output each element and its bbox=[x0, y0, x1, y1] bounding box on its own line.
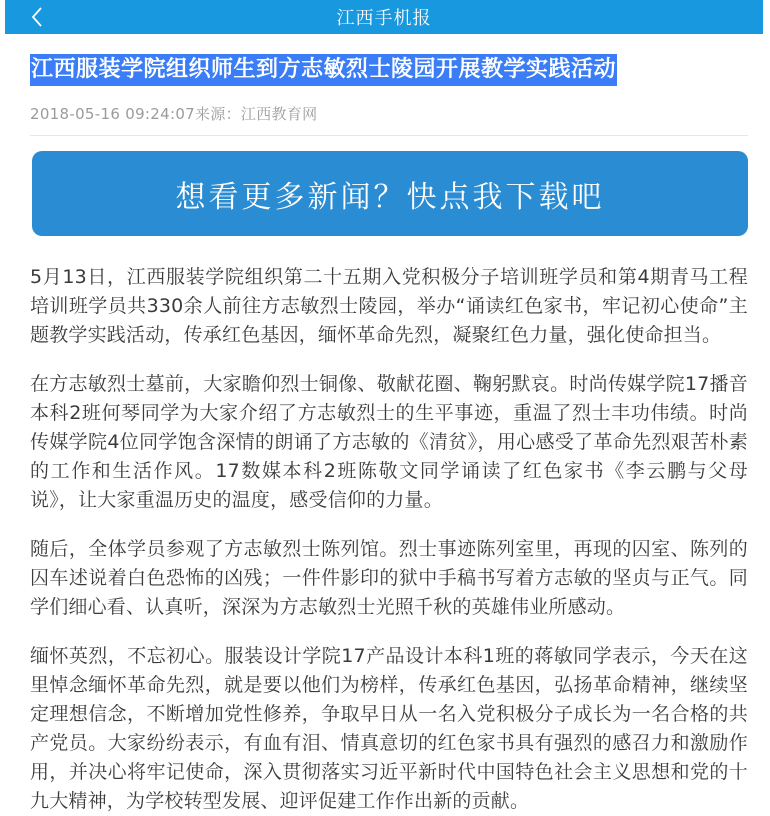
article-body bbox=[30, 263, 748, 816]
article-paragraph: 5月13日，江西服装学院组织第二十五期入党积极分子培训班学员和第4期青马工程培训班学员共330余人前往方志敏烈士陵园，举办“诵读红色家书，牢记初心使命”主题教学实践活动，传承红色基因，缅怀革命先烈，凝聚红色力量，强化使命担当。 bbox=[30, 266, 748, 346]
article-container bbox=[0, 53, 770, 816]
article-datetime: 2018-05-16 09:24:07 bbox=[30, 105, 196, 123]
download-app-banner[interactable]: 想看更多新闻？快点我下载吧 bbox=[32, 151, 748, 236]
back-button[interactable] bbox=[29, 0, 45, 34]
page-title: 江西手机报 bbox=[336, 8, 432, 29]
article-meta bbox=[30, 103, 748, 124]
article-paragraph: 在方志敏烈士墓前，大家瞻仰烈士铜像、敬献花圈、鞠躬默哀。时尚传媒学院17播音本科2班何琴同学为大家介绍了方志敏烈士的生平事迹，重温了烈士丰功伟绩。时尚传媒学院4位同学饱含深情的朗诵了方志敏的《清贫》，用心感受了革命先烈艰苦朴素的工作和生活作风。17数媒本科2班陈敬文同学诵读了红色家书《李云鹏与父母说》，让大家重温历史的温度，感受信仰的力量。 bbox=[30, 373, 748, 511]
headline-wrap bbox=[30, 53, 748, 87]
source-label: 来源： bbox=[195, 105, 241, 123]
divider bbox=[30, 135, 748, 136]
article-headline: 江西服装学院组织师生到方志敏烈士陵园开展教学实践活动 bbox=[30, 54, 617, 86]
app-header bbox=[5, 0, 763, 34]
article-paragraph: 随后，全体学员参观了方志敏烈士陈列馆。烈士事迹陈列室里，再现的囚室、陈列的囚车述说着白色恐怖的凶残；一件件影印的狱中手稿书写着方志敏的坚贞与正气。同学们细心看、认真听，深深为方志敏烈士光照千秋的英雄伟业所感动。 bbox=[30, 538, 748, 618]
source-name: 江西教育网 bbox=[240, 105, 318, 123]
article-paragraph: 缅怀英烈，不忘初心。服装设计学院17产品设计本科1班的蒋敏同学表示，今天在这里悼念缅怀革命先烈，就是要以他们为榜样，传承红色基因，弘扬革命精神，继续坚定理想信念，不断增加党性修养，争取早日从一名入党积极分子成长为一名合格的共产党员。大家纷纷表示，有血有泪、情真意切的红色家书具有强烈的感召力和激励作用，并决心将牢记使命，深入贯彻落实习近平新时代中国特色社会主义思想和党的十九大精神，为学校转型发展、迎评促建工作作出新的贡献。 bbox=[30, 645, 748, 812]
chevron-left-icon bbox=[29, 5, 45, 29]
